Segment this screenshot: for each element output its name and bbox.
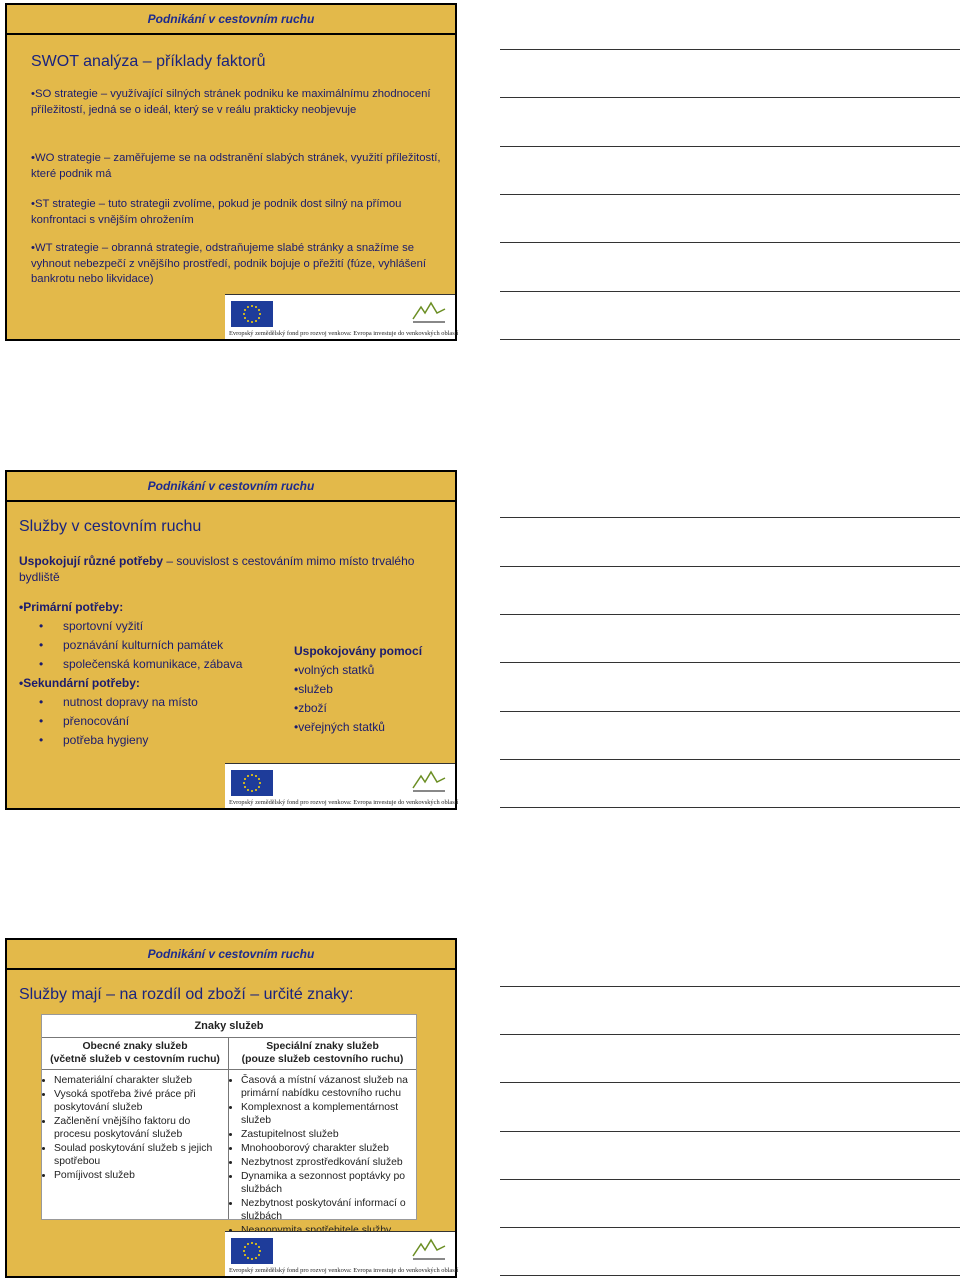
secondary-needs-label: •Sekundární potřeby:	[19, 676, 140, 690]
title-part: na rozdíl od zboží	[119, 986, 246, 1003]
note-line	[500, 49, 960, 50]
eu-flag-icon	[231, 770, 273, 796]
table-list-item: • Časová a místní vázanost služeb na primární nabídku cestovního ruchu	[241, 1074, 416, 1100]
note-line	[500, 759, 960, 760]
note-line	[500, 1227, 960, 1228]
note-line	[500, 1275, 960, 1276]
list-item: •veřejných statků	[294, 720, 385, 734]
list-item: •služeb	[294, 682, 333, 696]
general-characteristics-column	[42, 1037, 229, 1219]
note-line	[500, 291, 960, 292]
intro-bold: Uspokojují různé potřeby	[19, 554, 164, 568]
note-line	[500, 339, 960, 340]
footer-text: Evropský zemědělský fond pro rozvoj venkova: Evropa investuje do venkovských oblastí	[229, 799, 459, 806]
eu-flag-icon	[231, 301, 273, 327]
service-characteristics-table	[41, 1014, 417, 1220]
title-part: Služby mají	[19, 986, 102, 1003]
note-line	[500, 662, 960, 663]
slide-header: Podnikání v cestovním ruchu	[7, 5, 455, 35]
general-characteristics-list	[42, 1074, 228, 1182]
paragraph-wt: •WT strategie – obranná strategie, odstraňujeme slabé stránky a snažíme se vyhnout nebezpečí z vnějšího prostředí, podnik bojuje o přežití (fúze, vyhlášení bankrotu nebo likvidace)	[31, 242, 426, 285]
intro-text	[19, 554, 445, 585]
table-list-item: • Komplexnost a komplementárnost služeb	[241, 1101, 416, 1127]
primary-needs-label: •Primární potřeby:	[19, 600, 124, 614]
title-part: –	[101, 986, 120, 1003]
note-line	[500, 986, 960, 987]
list-item: • potřeba hygieny	[19, 731, 289, 750]
table-list-item: • Vysoká spotřeba živé práce při poskytování služeb	[54, 1088, 228, 1114]
slide-footer	[225, 1231, 459, 1276]
note-line	[500, 614, 960, 615]
table-list-item: • Soulad poskytování služeb s jejich spotřebou	[54, 1142, 228, 1168]
list-item: • přenocování	[19, 712, 289, 731]
satisfied-by-list	[294, 642, 454, 737]
table-list-item: • Mnohooborový charakter služeb	[241, 1142, 416, 1155]
rural-development-logo-icon	[409, 768, 449, 796]
table-list-item: • Dynamika a sezonnost poptávky po službách	[241, 1170, 416, 1196]
list-item: •zboží	[294, 701, 327, 715]
column-header	[229, 1037, 416, 1070]
rural-development-logo-icon	[409, 1236, 449, 1264]
table-heading: Znaky služeb	[42, 1015, 416, 1038]
slide-footer	[225, 294, 459, 339]
table-list-item: • Nemateriální charakter služeb	[54, 1074, 228, 1087]
column-header	[42, 1037, 228, 1070]
column-header-line: Obecné znaky služeb	[82, 1041, 188, 1052]
column-header-line: Speciální znaky služeb	[266, 1041, 379, 1052]
note-line	[500, 566, 960, 567]
paragraph-wo: •WO strategie – zaměřujeme se na odstranění slabých stránek, využití příležitostí, které podnik má	[31, 152, 441, 180]
special-characteristics-list	[229, 1074, 416, 1237]
footer-text: Evropský zemědělský fond pro rozvoj venkova: Evropa investuje do venkovských oblastí	[229, 1267, 459, 1274]
note-line	[500, 242, 960, 243]
note-line	[500, 1131, 960, 1132]
list-item: • společenská komunikace, zábava	[19, 655, 289, 674]
title-part: –	[245, 986, 264, 1003]
note-line	[500, 97, 960, 98]
slide-title	[19, 986, 353, 1004]
note-line	[500, 517, 960, 518]
rural-development-logo-icon	[409, 299, 449, 327]
footer-text: Evropský zemědělský fond pro rozvoj venkova: Evropa investuje do venkovských oblastí	[229, 330, 459, 337]
satisfied-by-label: Uspokojovány pomocí	[294, 644, 423, 658]
note-line	[500, 194, 960, 195]
list-item: • nutnost dopravy na místo	[19, 693, 289, 712]
slide-footer	[225, 763, 459, 808]
special-characteristics-column	[229, 1037, 416, 1222]
note-line	[500, 807, 960, 808]
slide-title: SWOT analýza – příklady faktorů	[31, 53, 266, 70]
column-header-line: (včetně služeb v cestovním ruchu)	[50, 1054, 220, 1065]
table-list-item: • Zastupitelnost služeb	[241, 1128, 416, 1141]
title-part: určité znaky:	[263, 986, 354, 1003]
eu-flag-icon	[231, 1238, 273, 1264]
note-line	[500, 146, 960, 147]
table-list-item: • Nezbytnost poskytování informací o službách	[241, 1197, 416, 1223]
table-list-item: • Pomíjivost služeb	[54, 1169, 228, 1182]
slide-header: Podnikání v cestovním ruchu	[7, 940, 455, 970]
note-line	[500, 711, 960, 712]
paragraph-so: •SO strategie – využívající silných stránek podniku ke maximálnímu zhodnocení příležitostí, jedná se o ideál, který se v reálu prakticky neobjevuje	[31, 88, 431, 116]
list-item: • sportovní vyžití	[19, 617, 289, 636]
slide-3	[5, 938, 457, 1278]
note-line	[500, 1179, 960, 1180]
table-list-item: • Nezbytnost zprostředkování služeb	[241, 1156, 416, 1169]
intro-rest: – souvislost s cestováním mimo místo trvalého bydliště	[19, 554, 415, 584]
column-header-line: (pouze služeb cestovního ruchu)	[241, 1054, 404, 1065]
slide-2	[5, 470, 457, 810]
note-line	[500, 1034, 960, 1035]
slide-1	[5, 3, 457, 341]
paragraph-st: •ST strategie – tuto strategii zvolíme, pokud je podnik dost silný na přímou konfrontaci s vnějším ohrožením	[31, 198, 402, 226]
note-line	[500, 1082, 960, 1083]
slide-title: Služby v cestovním ruchu	[19, 518, 202, 535]
table-list-item: • Začlenění vnějšího faktoru do procesu poskytování služeb	[54, 1115, 228, 1141]
needs-list	[19, 598, 289, 750]
list-item: •volných statků	[294, 663, 375, 677]
slide-header: Podnikání v cestovním ruchu	[7, 472, 455, 502]
list-item: • poznávání kulturních památek	[19, 636, 289, 655]
